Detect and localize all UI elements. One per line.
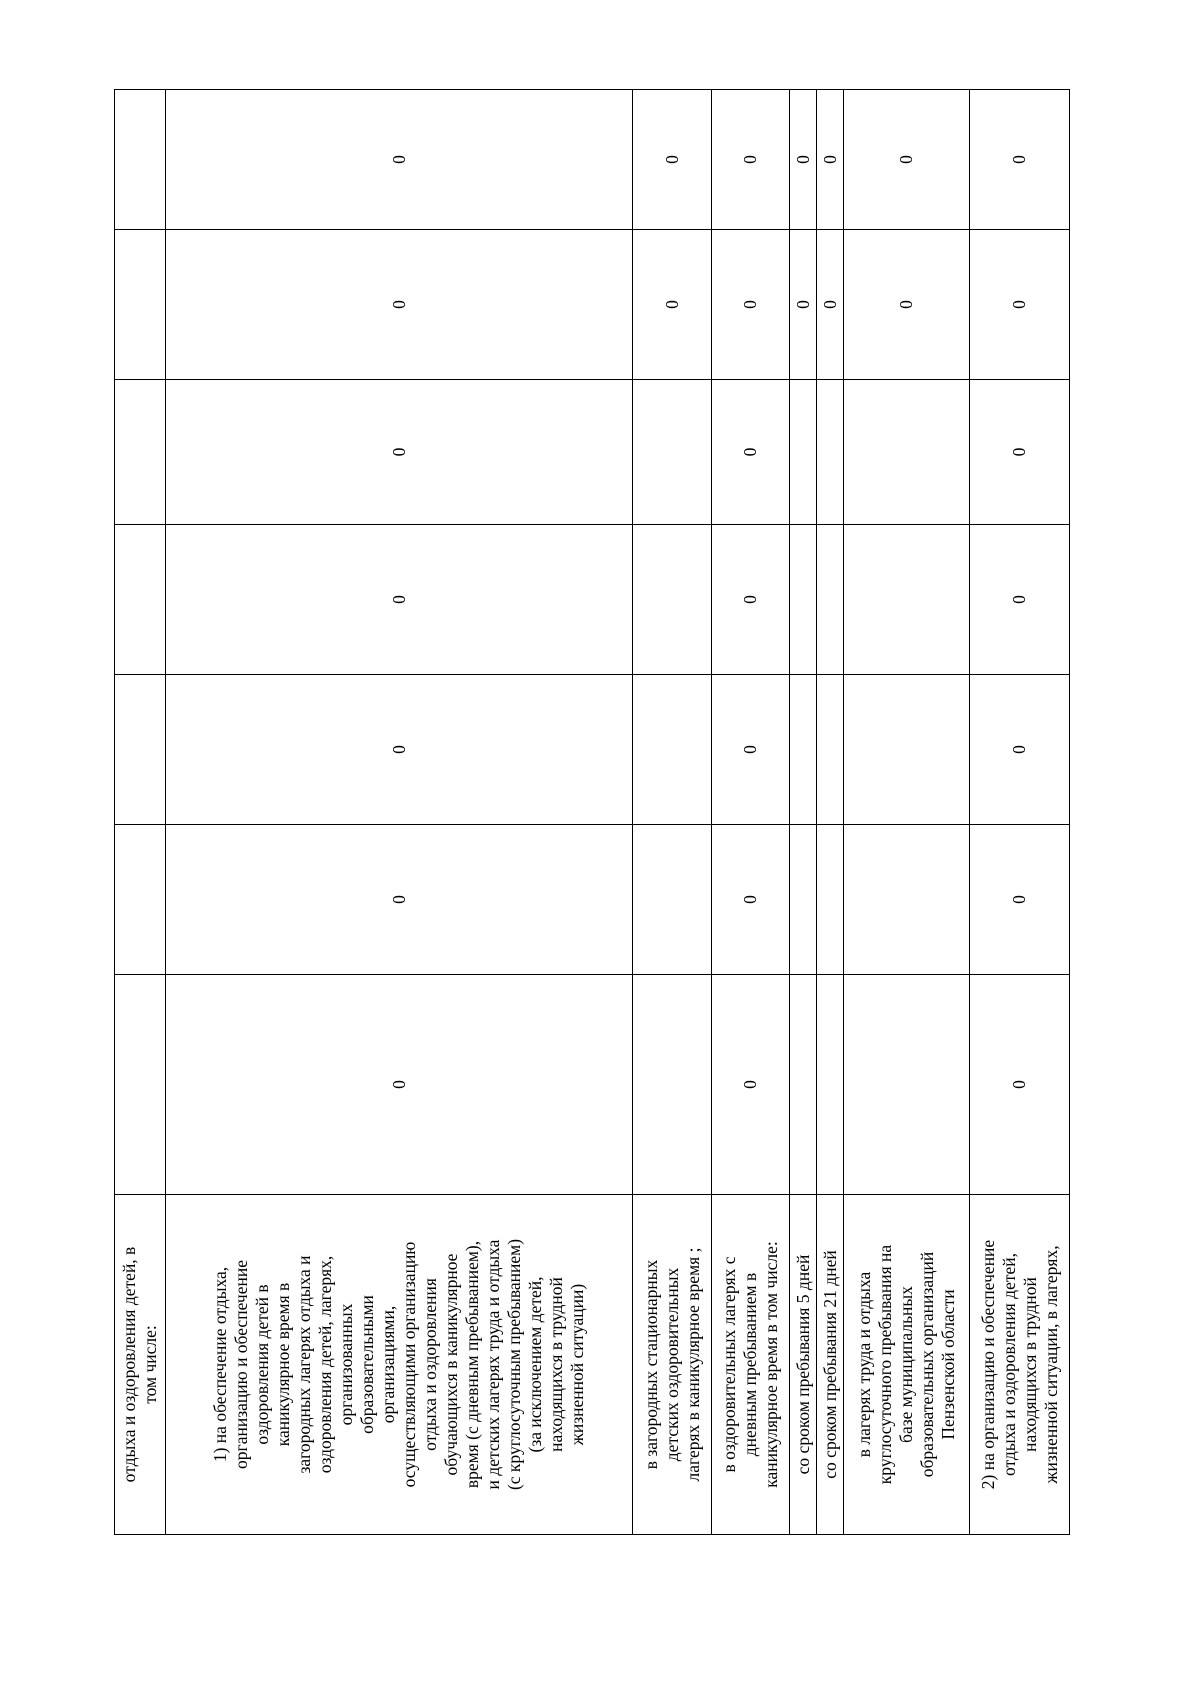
- row-label: в оздоровительных лагерях с дневным пребыванием в каникулярное время в том числе:: [712, 1195, 790, 1535]
- table-row: [970, 90, 1070, 1535]
- cell-value: 0: [166, 90, 633, 230]
- cell-value: 0: [712, 380, 790, 525]
- cell-value: [115, 675, 166, 825]
- row-label: в загородных стационарных детских оздоровительных лагерях в каникулярное время ;: [633, 1195, 712, 1535]
- cell-value: [844, 525, 970, 675]
- table-body: [115, 90, 1070, 1535]
- cell-value: 0: [712, 90, 790, 230]
- cell-value: 0: [970, 380, 1070, 525]
- table-row: [166, 90, 633, 1535]
- cell-value: 0: [712, 825, 790, 975]
- table-row: [712, 90, 790, 1535]
- cell-value: [844, 975, 970, 1195]
- cell-value: 0: [712, 525, 790, 675]
- row-label: в лагерях труда и отдыха круглосуточного пребывания на базе муниципальных образовательных организаций Пензенской области: [844, 1195, 970, 1535]
- cell-value: 0: [844, 90, 970, 230]
- cell-value: 0: [166, 675, 633, 825]
- cell-value: 0: [970, 90, 1070, 230]
- cell-value: [115, 380, 166, 525]
- cell-value: [633, 675, 712, 825]
- table-row: [790, 90, 817, 1535]
- cell-value: [115, 825, 166, 975]
- cell-value: [790, 675, 817, 825]
- cell-value: 0: [970, 525, 1070, 675]
- cell-value: [790, 975, 817, 1195]
- table-row: [817, 90, 844, 1535]
- cell-value: [817, 380, 844, 525]
- row-label: отдыха и оздоровления детей, в том числе:: [115, 1195, 166, 1535]
- cell-value: [115, 975, 166, 1195]
- cell-value: [817, 525, 844, 675]
- cell-value: 0: [166, 230, 633, 380]
- cell-value: 0: [790, 230, 817, 380]
- row-label: 2) на организацию и обеспечение отдыха и оздоровления детей, находящихся в трудной жизненной ситуации, в лагерях,: [970, 1195, 1070, 1535]
- cell-value: [817, 975, 844, 1195]
- cell-value: 0: [166, 975, 633, 1195]
- cell-value: 0: [633, 230, 712, 380]
- cell-value: 0: [970, 230, 1070, 380]
- cell-value: [844, 825, 970, 975]
- cell-value: 0: [712, 675, 790, 825]
- cell-value: [633, 525, 712, 675]
- cell-value: 0: [712, 975, 790, 1195]
- row-label: со сроком пребывания 21 дней: [817, 1195, 844, 1535]
- cell-value: 0: [970, 675, 1070, 825]
- cell-value: 0: [712, 230, 790, 380]
- cell-value: 0: [790, 90, 817, 230]
- cell-value: [633, 975, 712, 1195]
- row-label: 1) на обеспечение отдыха, организацию и обеспечение оздоровления детей в каникулярное время в загородных лагерях отдыха и оздоровления детей, лагерях, организованных образовательными организациями, осуществляющими организацию отдыха и оздоровления обучающихся в каникулярное время (с дневным пребыванием), и детских лагерях труда и отдыха (с круглосуточным пребыванием) (за исключением детей, находящихся в трудной жизненной ситуации): [166, 1195, 633, 1535]
- cell-value: 0: [844, 230, 970, 380]
- cell-value: 0: [166, 825, 633, 975]
- row-label: со сроком пребывания 5 дней: [790, 1195, 817, 1535]
- rotated-table-container: [114, 90, 1069, 1535]
- table-row: [115, 90, 166, 1535]
- cell-value: [790, 525, 817, 675]
- cell-value: [844, 380, 970, 525]
- cell-value: 0: [817, 90, 844, 230]
- cell-value: [115, 525, 166, 675]
- cell-value: [790, 380, 817, 525]
- cell-value: 0: [633, 90, 712, 230]
- cell-value: 0: [817, 230, 844, 380]
- cell-value: [633, 380, 712, 525]
- cell-value: 0: [970, 825, 1070, 975]
- data-table: [114, 89, 1070, 1535]
- cell-value: [790, 825, 817, 975]
- cell-value: [115, 230, 166, 380]
- table-row: [844, 90, 970, 1535]
- cell-value: [817, 825, 844, 975]
- cell-value: 0: [970, 975, 1070, 1195]
- cell-value: [633, 825, 712, 975]
- cell-value: [844, 675, 970, 825]
- cell-value: 0: [166, 380, 633, 525]
- cell-value: [817, 675, 844, 825]
- cell-value: [115, 90, 166, 230]
- cell-value: 0: [166, 525, 633, 675]
- table-row: [633, 90, 712, 1535]
